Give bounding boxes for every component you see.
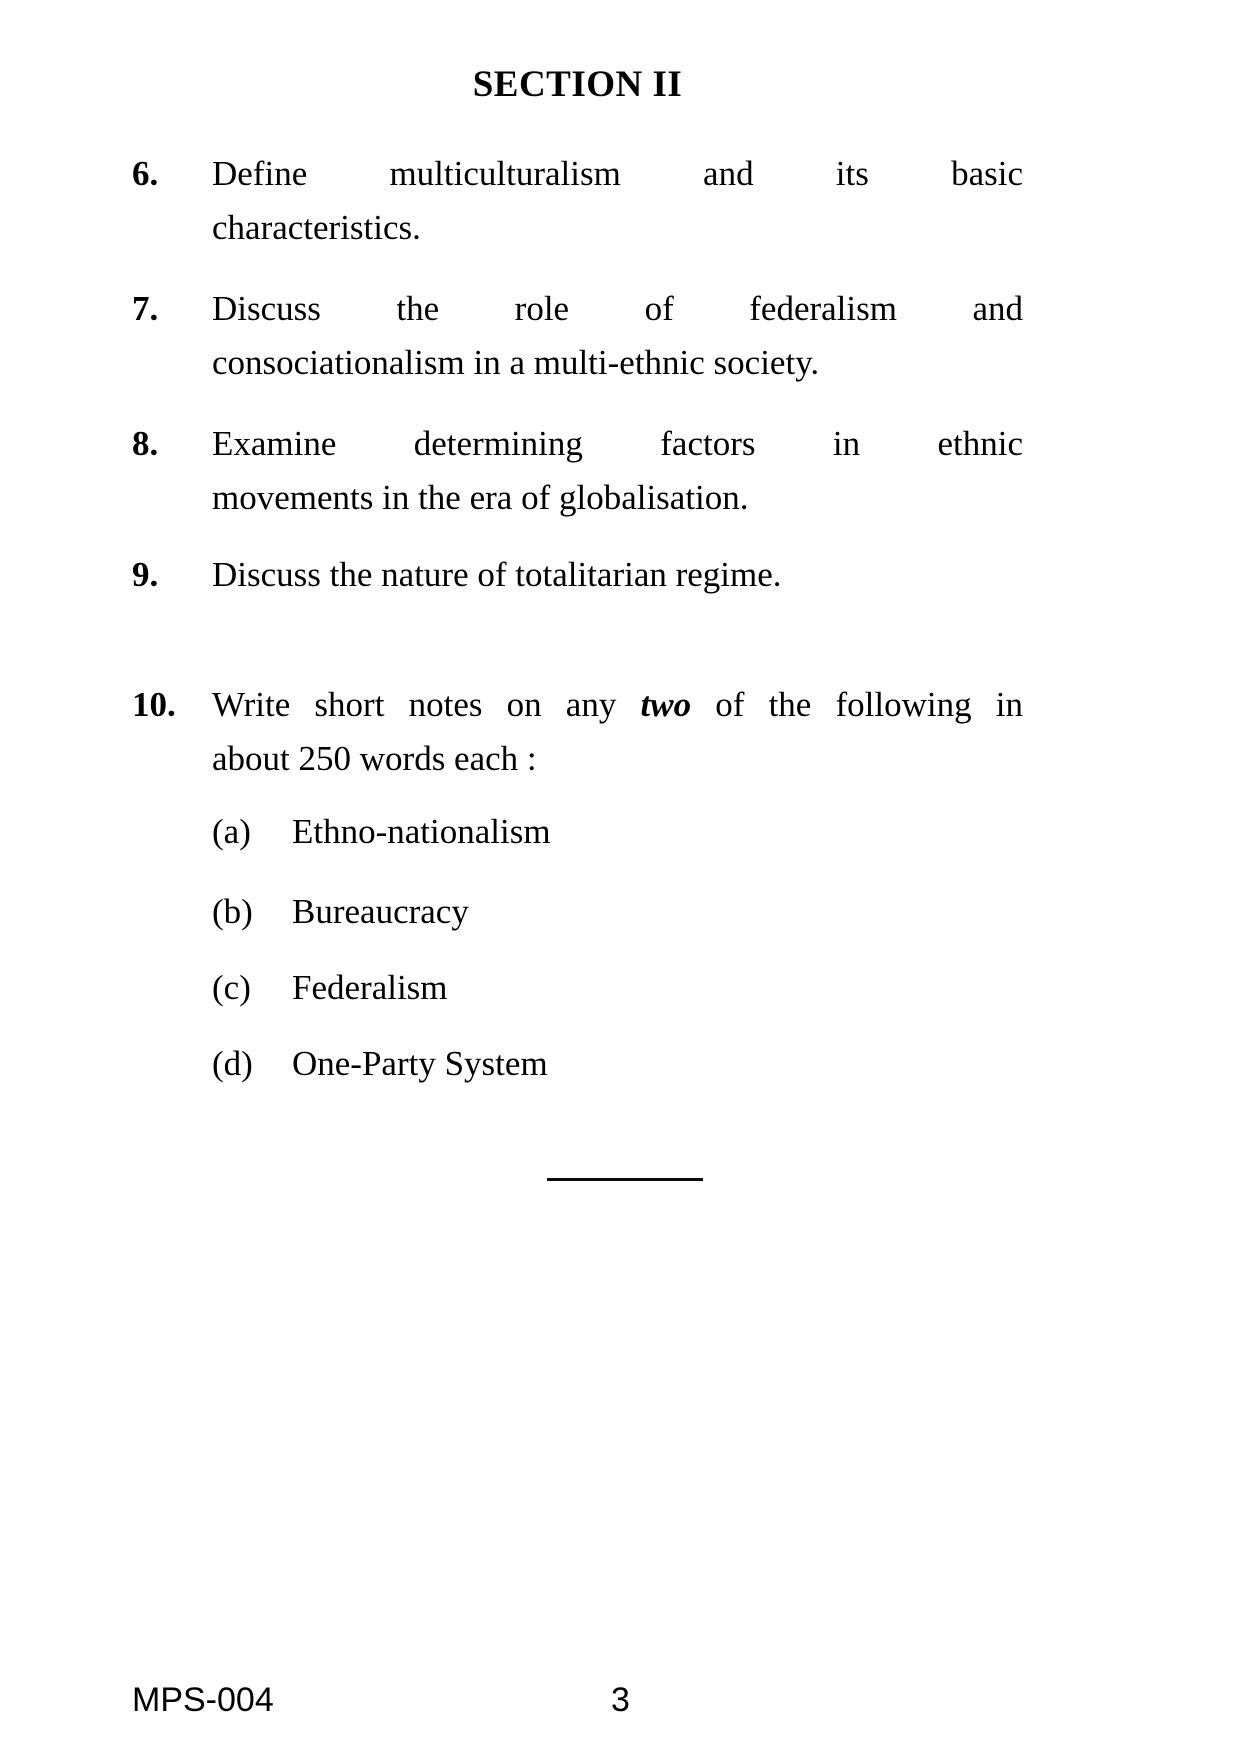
section-title: SECTION II bbox=[472, 64, 683, 105]
question-9-body bbox=[212, 548, 1023, 602]
question-10-line-1-post: of the following in bbox=[691, 685, 1023, 724]
question-8 bbox=[132, 417, 1023, 525]
question-10-number: 10. bbox=[132, 685, 176, 724]
end-rule bbox=[547, 1178, 703, 1181]
option-c bbox=[212, 961, 1023, 1015]
question-9 bbox=[132, 548, 1023, 602]
question-10-line-1 bbox=[212, 678, 1023, 732]
question-8-line-2: movements in the era of globalisation. bbox=[212, 478, 749, 517]
question-8-line-1: Examine determining factors in ethnic bbox=[212, 424, 1023, 463]
question-9-number: 9. bbox=[132, 555, 159, 594]
question-7-body bbox=[212, 282, 1023, 390]
question-7 bbox=[132, 282, 1023, 390]
question-6-line-1: Define multiculturalism and its basic bbox=[212, 154, 1023, 193]
question-6-body bbox=[212, 147, 1023, 255]
question-10-body bbox=[212, 678, 1023, 1091]
question-7-number: 7. bbox=[132, 289, 159, 328]
option-a-label: (a) bbox=[212, 812, 251, 851]
page-number: 3 bbox=[611, 1681, 630, 1719]
question-10-options bbox=[212, 805, 1023, 1091]
option-b bbox=[212, 885, 1023, 939]
question-8-number: 8. bbox=[132, 424, 159, 463]
question-10-emphasis: two bbox=[640, 685, 692, 724]
option-d bbox=[212, 1037, 1023, 1091]
course-code: MPS-004 bbox=[132, 1681, 274, 1719]
question-8-body bbox=[212, 417, 1023, 525]
option-c-label: (c) bbox=[212, 968, 251, 1007]
question-10-line-1-pre: Write short notes on any bbox=[212, 685, 641, 724]
question-7-line-2: consociationalism in a multi-ethnic society. bbox=[212, 343, 820, 382]
option-d-text: One-Party System bbox=[292, 1044, 548, 1083]
question-7-line-1: Discuss the role of federalism and bbox=[212, 289, 1023, 328]
question-6-line-2: characteristics. bbox=[212, 208, 421, 247]
option-c-text: Federalism bbox=[292, 968, 448, 1007]
question-10-line-2: about 250 words each : bbox=[212, 739, 537, 778]
option-d-label: (d) bbox=[212, 1044, 253, 1083]
question-6 bbox=[132, 147, 1023, 255]
exam-page bbox=[132, 63, 1023, 1181]
question-9-line-1: Discuss the nature of totalitarian regime. bbox=[212, 555, 782, 594]
option-b-text: Bureaucracy bbox=[292, 892, 469, 931]
option-b-label: (b) bbox=[212, 892, 253, 931]
question-6-number: 6. bbox=[132, 154, 159, 193]
option-a-text: Ethno-nationalism bbox=[292, 812, 551, 851]
question-10 bbox=[132, 678, 1023, 1091]
page-footer bbox=[0, 1676, 1241, 1724]
option-a bbox=[212, 805, 1023, 859]
